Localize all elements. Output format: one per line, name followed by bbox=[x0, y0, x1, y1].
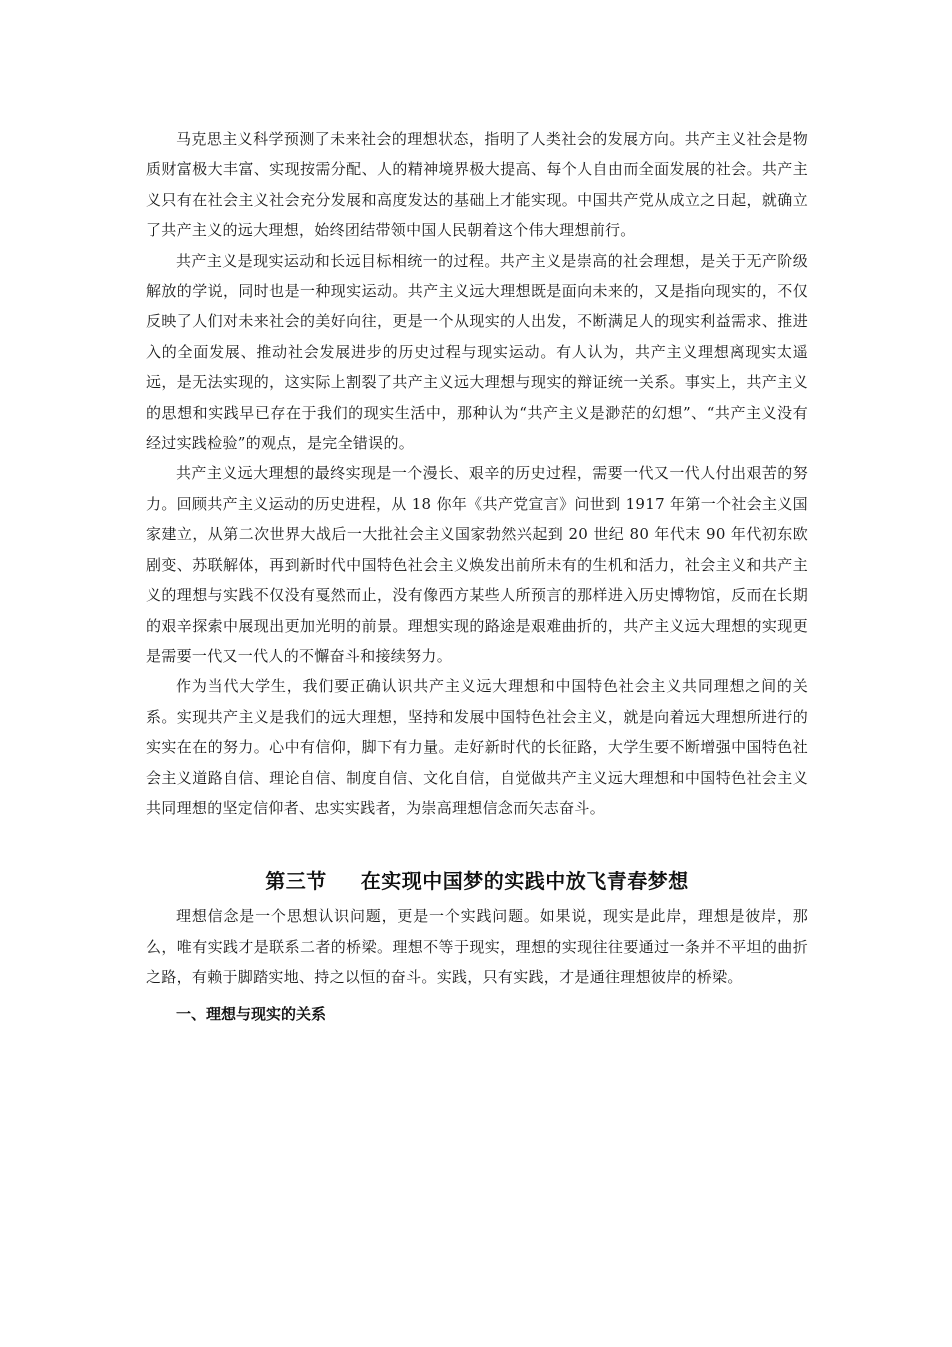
document-body bbox=[146, 124, 808, 1029]
paragraph-ideal-and-practice: 理想信念是一个思想认识问题，更是一个实践问题。如果说，现实是此岸，理想是彼岸，那么，唯有实践才是联系二者的桥梁。理想不等于现实，理想的实现往往要通过一条并不平坦的曲折之路，有赖于脚踏实地、持之以恒的奋斗。实践，只有实践，才是通往理想彼岸的桥梁。 bbox=[146, 907, 808, 987]
paragraph-communist-society: 马克思主义科学预测了未来社会的理想状态，指明了人类社会的发展方向。共产主义社会是物质财富极大丰富、实现按需分配、人的精神境界极大提高、每个人自由而全面发展的社会。共产主义只有在社会主义社会充分发展和高度发达的基础上才能实现。中国共产党从成立之日起，就确立了共产主义的远大理想，始终团结带领中国人民朝着这个伟大理想前行。 bbox=[146, 130, 808, 240]
section-title-text: 在实现中国梦的实践中放飞青春梦想 bbox=[360, 869, 689, 894]
section-title bbox=[146, 861, 808, 901]
paragraph-college-students: 作为当代大学生，我们要正确认识共产主义远大理想和中国特色社会主义共同理想之间的关系。实现共产主义是我们的远大理想，坚持和发展中国特色社会主义，就是向着远大理想所进行的实实在在的努力。心中有信仰，脚下有力量。走好新时代的长征路，大学生要不断增强中国特色社会主义道路自信、理论自信、制度自信、文化自信，自觉做共产主义远大理想和中国特色社会主义共同理想的坚定信仰者、忠实实践者，为崇高理想信念而矢志奋斗。 bbox=[146, 677, 808, 817]
section-number: 第三节 bbox=[265, 869, 327, 894]
paragraph-historical-process: 共产主义远大理想的最终实现是一个漫长、艰辛的历史过程，需要一代又一代人付出艰苦的努力。回顾共产主义运动的历史进程，从 18 你年《共产党宣言》问世到 1917 年第一个社会主义国家建立，从第二次世界大战后一大批社会主义国家勃然兴起到 20 世纪 80 年代末 90 年代初东欧剧变、苏联解体，再到新时代中国特色社会主义焕发出前所未有的生机和活力，社会主义和共产主义的理想与实践不仅没有戛然而止，没有像西方某些人所预言的那样进入历史博物馆，反而在长期的艰辛探索中展现出更加光明的前景。理想实现的路途是艰难曲折的，共产主义远大理想的实现更是需要一代又一代人的不懈奋斗和接续努力。 bbox=[146, 464, 808, 665]
subheading-ideal-reality: 一、理想与现实的关系 bbox=[176, 1004, 327, 1023]
paragraph-realistic-movement: 共产主义是现实运动和长远目标相统一的过程。共产主义是崇高的社会理想，是关于无产阶级解放的学说，同时也是一种现实运动。共产主义远大理想既是面向未来的，又是指向现实的，不仅反映了人们对未来社会的美好向往，更是一个从现实的人出发，不断满足人的现实利益需求、推进入的全面发展、推动社会发展进步的历史过程与现实运动。有人认为，共产主义理想离现实太遥远，是无法实现的，这实际上割裂了共产主义远大理想与现实的辩证统一关系。事实上，共产主义的思想和实践早已存在于我们的现实生活中，那种认为“共产主义是渺茫的幻想”、“共产主义没有经过实践检验”的观点，是完全错误的。 bbox=[146, 251, 808, 453]
